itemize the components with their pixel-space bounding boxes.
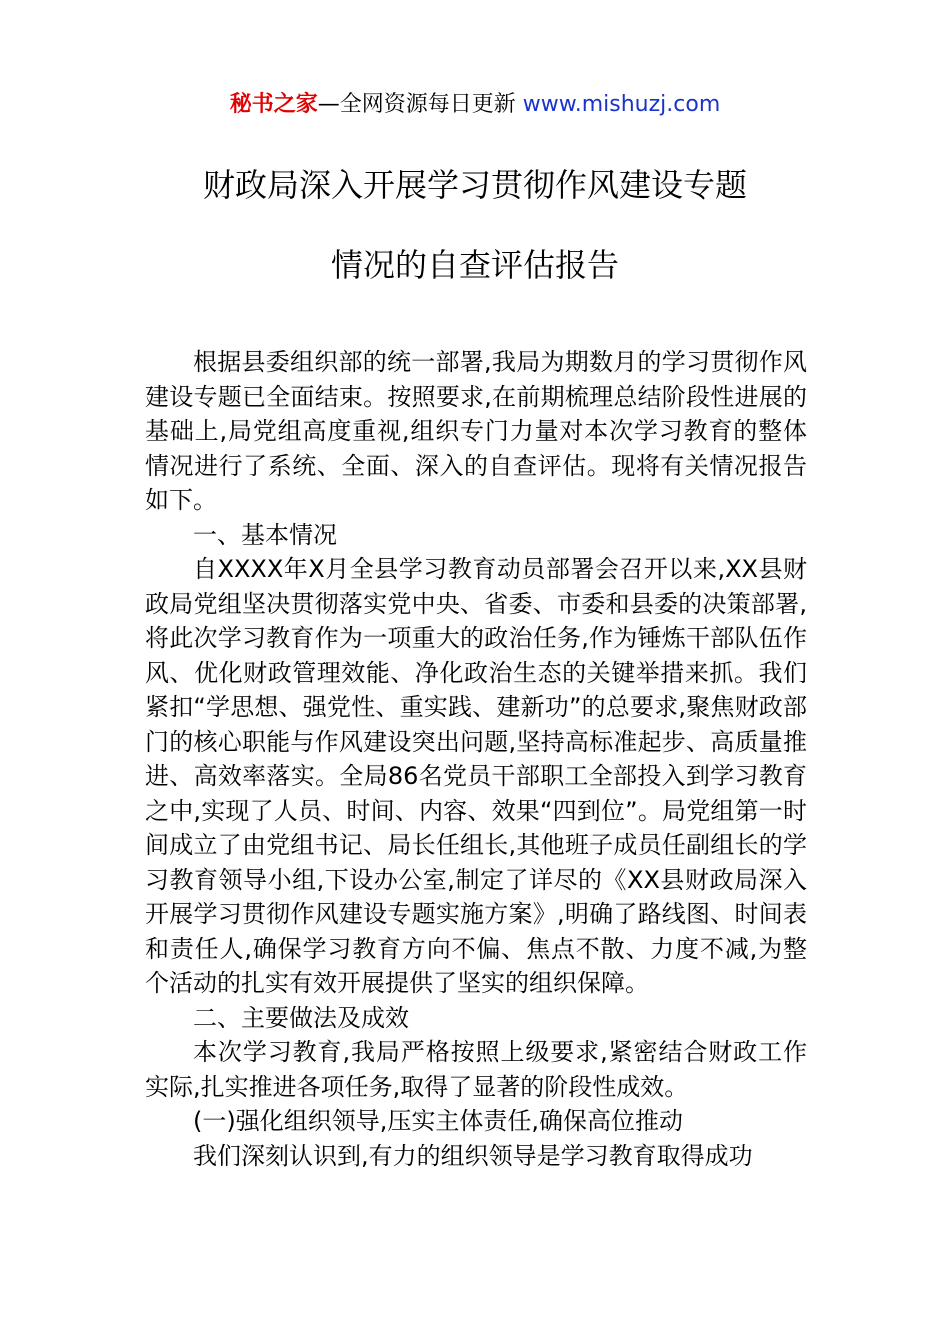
paragraph-subsection-1: 我们深刻认识到,有力的组织领导是学习教育取得成功: [193, 1141, 753, 1170]
paragraph-practices-intro: 本次学习教育,我局严格按照上级要求,紧密结合财政工作实际,扎实推进各项任务,取得了显著的阶段性成效。: [145, 1038, 807, 1101]
document-title: [145, 160, 805, 320]
paragraph-basic-situation: 自XXXX年X月全县学习教育动员部署会召开以来,XX县财政局党组坚决贯彻落实党中央、省委、市委和县委的决策部署,将此次学习教育作为一项重大的政治任务,作为锤炼干部队伍作风、优化财政管理效能、净化政治生态的关键举措来抓。我们紧扣“学思想、强党性、重实践、建新功”的总要求,聚焦财政部门的核心职能与作风建设突出问题,坚持高标准起步、高质量推进、高效率落实。全局86名党员干部职工全部投入到学习教育之中,实现了人员、时间、内容、效果“四到位”。局党组第一时间成立了由党组书记、局长任组长,其他班子成员任副组长的学习教育领导小组,下设办公室,制定了详尽的《XX县财政局深入开展学习贯彻作风建设专题实施方案》,明确了路线图、时间表和责任人,确保学习教育方向不偏、焦点不散、力度不减,为整个活动的扎实有效开展提供了坚实的组织保障。: [145, 555, 807, 997]
site-url-link[interactable]: www.mishuzj.com: [522, 92, 721, 117]
section-heading-basic: 一、基本情况: [193, 520, 337, 549]
title-line-1: 财政局深入开展学习贯彻作风建设专题: [202, 166, 747, 204]
paragraph-intro: 根据县委组织部的统一部署,我局为期数月的学习贯彻作风建设专题已全面结束。按照要求,在前期梳理总结阶段性进展的基础上,局党组高度重视,组织专门力量对本次学习教育的整体情况进行了系统、全面、深入的自查评估。现将有关情况报告如下。: [145, 348, 807, 514]
section-heading-practices: 二、主要做法及成效: [193, 1003, 409, 1032]
title-line-2: 情况的自查评估报告: [330, 246, 619, 284]
subsection-heading-1: (一)强化组织领导,压实主体责任,确保高位推动: [193, 1107, 683, 1135]
document-body: [145, 345, 807, 1173]
site-brand: 秘书之家: [229, 92, 318, 117]
site-slogan: —全网资源每日更新: [317, 92, 516, 117]
site-header: [0, 90, 950, 120]
